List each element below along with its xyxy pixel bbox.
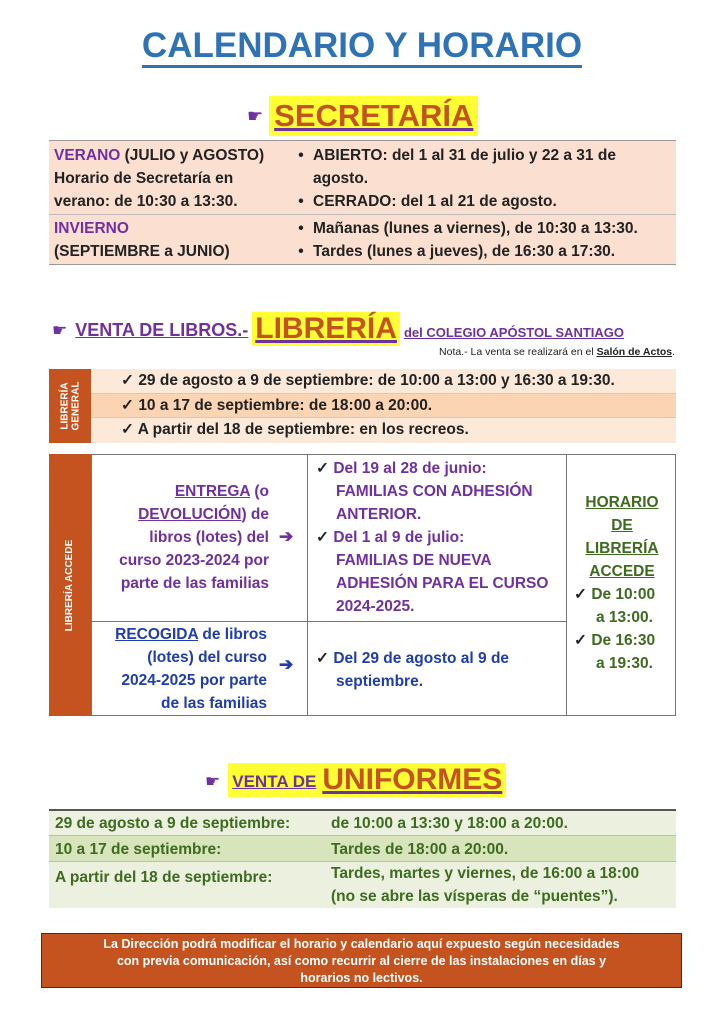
check-icon: ✓ bbox=[316, 460, 329, 477]
when-cell: A partir del 18 de septiembre: bbox=[55, 869, 273, 886]
table-row bbox=[49, 811, 676, 836]
general-row bbox=[91, 394, 676, 418]
check-icon: ✓ bbox=[121, 421, 134, 438]
uniformes-highlight bbox=[228, 763, 506, 797]
date-text: septiembre. bbox=[336, 673, 424, 690]
recogida-text: de libros bbox=[198, 626, 267, 643]
check-icon: ✓ bbox=[574, 586, 587, 603]
verano-list bbox=[289, 144, 674, 213]
verano-cell bbox=[54, 144, 284, 213]
date-text: 2024-2025. bbox=[336, 598, 415, 615]
check-icon: ✓ bbox=[574, 632, 587, 649]
general-row bbox=[91, 418, 676, 443]
horario-title: LIBRERÍA bbox=[585, 540, 659, 557]
libreria-general-label bbox=[49, 369, 91, 443]
list-item: CERRADO: del 1 al 21 de agosto. bbox=[313, 193, 557, 210]
uniformes-heading-prefix: VENTA DE bbox=[232, 772, 317, 791]
invierno-list bbox=[289, 217, 674, 263]
check-icon: ✓ bbox=[316, 529, 329, 546]
bullet-icon: • bbox=[298, 220, 304, 237]
accede-table bbox=[91, 454, 676, 716]
entrega-text: ) de bbox=[241, 506, 269, 523]
date-text: ANTERIOR. bbox=[336, 506, 422, 523]
hours-cell: Tardes de 18:00 a 20:00. bbox=[331, 841, 509, 858]
note-place: Salón de Actos bbox=[596, 346, 673, 358]
secretaria-table bbox=[49, 140, 676, 265]
horario-item: De 16:30 bbox=[591, 632, 656, 649]
horario-accede bbox=[568, 491, 676, 675]
hours-cell: Tardes, martes y viernes, de 16:00 a 18:00 bbox=[331, 865, 640, 882]
check-icon: ✓ bbox=[121, 372, 134, 389]
verano-months: (JULIO y AGOSTO) bbox=[120, 147, 265, 164]
when-cell: 29 de agosto a 9 de septiembre: bbox=[55, 815, 291, 832]
label-line: GENERAL bbox=[70, 381, 81, 431]
horario-title: ACCEDE bbox=[589, 563, 655, 580]
date-text: FAMILIAS CON ADHESIÓN bbox=[336, 483, 533, 500]
hours-cell: (no se abre las vísperas de “puentes”). bbox=[331, 888, 618, 905]
entrega-text: libros (lotes) del bbox=[149, 529, 269, 546]
label-text: LIBRERÍA ACCEDE bbox=[64, 539, 76, 631]
horario-title: HORARIO bbox=[585, 494, 659, 511]
arrow-right-icon: ➔ bbox=[279, 527, 294, 546]
secretaria-heading bbox=[247, 95, 478, 137]
horario-title: DE bbox=[611, 517, 633, 534]
arrow-right-icon: ➔ bbox=[279, 655, 294, 674]
divider bbox=[566, 455, 567, 715]
invierno-line2: (SEPTIEMBRE a JUNIO) bbox=[54, 243, 230, 260]
pointing-hand-icon: ☛ bbox=[247, 105, 264, 127]
entrega-text: curso 2023-2024 por bbox=[119, 552, 269, 569]
recogida-word: RECOGIDA bbox=[115, 626, 199, 643]
general-item: A partir del 18 de septiembre: en los recreos. bbox=[137, 421, 469, 438]
libreria-accede-label bbox=[49, 454, 91, 716]
libreria-heading-suffix: del COLEGIO APÓSTOL SANTIAGO bbox=[403, 325, 624, 340]
date-text: Del 1 al 9 de julio: bbox=[333, 529, 465, 546]
entrega-text: (o bbox=[250, 483, 269, 500]
label-line: LIBRERÍA bbox=[59, 382, 70, 430]
entrega-cell bbox=[94, 480, 269, 595]
divider bbox=[307, 455, 308, 715]
table-row bbox=[49, 836, 676, 862]
note-end: . bbox=[672, 346, 675, 358]
libreria-title: LIBRERÍA bbox=[252, 312, 400, 346]
check-icon: ✓ bbox=[316, 650, 329, 667]
invierno-cell bbox=[54, 217, 284, 263]
note-text: Nota.- La venta se realizará en el bbox=[439, 346, 597, 358]
list-item: Mañanas (lunes a viernes), de 10:30 a 13:30. bbox=[313, 220, 638, 237]
page-title: CALENDARIO Y HORARIO bbox=[0, 26, 724, 66]
bullet-icon: • bbox=[298, 147, 304, 164]
general-item: 10 a 17 de septiembre: de 18:00 a 20:00. bbox=[138, 397, 433, 414]
invierno-label: INVIERNO bbox=[54, 220, 129, 237]
recogida-dates bbox=[316, 647, 564, 693]
list-item: ABIERTO: del 1 al 31 de julio y 22 a 31 de bbox=[313, 147, 616, 164]
general-row bbox=[91, 369, 676, 394]
recogida-text: (lotes) del curso bbox=[147, 649, 267, 666]
verano-label: VERANO bbox=[54, 147, 121, 164]
footer-line: La Dirección podrá modificar el horario y calendario aquí expuesto según necesidades bbox=[103, 937, 620, 951]
general-item: 29 de agosto a 9 de septiembre: de 10:00 a 13:00 y 16:30 a 19:30. bbox=[138, 372, 615, 389]
devolucion-word: DEVOLUCIÓN bbox=[138, 506, 242, 523]
verano-line3: verano: de 10:30 a 13:30. bbox=[54, 193, 238, 210]
date-text: Del 19 al 28 de junio: bbox=[333, 460, 487, 477]
secretaria-title: SECRETARÍA bbox=[269, 96, 478, 136]
when-cell: 10 a 17 de septiembre: bbox=[55, 841, 222, 858]
recogida-text: 2024-2025 por parte bbox=[121, 672, 267, 689]
horario-item: a 13:00. bbox=[596, 609, 653, 626]
footer-notice bbox=[41, 933, 682, 988]
pointing-hand-icon: ☛ bbox=[205, 772, 221, 792]
footer-line: con previa comunicación, así como recurrir al cierre de las instalaciones en días y bbox=[116, 954, 607, 968]
libreria-heading-prefix: VENTA DE LIBROS.- bbox=[75, 320, 249, 340]
entrega-text: parte de las familias bbox=[120, 575, 269, 592]
recogida-cell bbox=[94, 623, 267, 715]
table-row bbox=[49, 862, 676, 908]
entrega-dates bbox=[316, 457, 564, 618]
uniformes-heading bbox=[205, 757, 506, 797]
bullet-icon: • bbox=[298, 243, 304, 260]
horario-item: a 19:30. bbox=[596, 655, 653, 672]
pointing-hand-icon: ☛ bbox=[52, 321, 68, 341]
divider bbox=[92, 621, 566, 622]
entrega-word: ENTREGA bbox=[174, 483, 251, 500]
list-item: agosto. bbox=[313, 170, 369, 187]
uniformes-table bbox=[49, 809, 676, 908]
uniformes-title: UNIFORMES bbox=[322, 763, 503, 796]
hours-cell: de 10:00 a 13:30 y 18:00 a 20:00. bbox=[331, 815, 568, 832]
horario-item: De 10:00 bbox=[591, 586, 656, 603]
recogida-text: de las familias bbox=[161, 695, 267, 712]
list-item: Tardes (lunes a jueves), de 16:30 a 17:30. bbox=[313, 243, 616, 260]
divider bbox=[49, 214, 676, 215]
footer-line: horarios no lectivos. bbox=[300, 971, 423, 985]
libreria-note bbox=[380, 346, 675, 358]
verano-line2: Horario de Secretaría en bbox=[54, 170, 234, 187]
date-text: ADHESIÓN PARA EL CURSO bbox=[336, 575, 549, 592]
date-text: FAMILIAS DE NUEVA bbox=[336, 552, 492, 569]
bullet-icon: • bbox=[298, 193, 304, 210]
check-icon: ✓ bbox=[121, 397, 134, 414]
date-text: Del 29 de agosto al 9 de bbox=[333, 650, 510, 667]
libreria-heading bbox=[52, 306, 624, 346]
